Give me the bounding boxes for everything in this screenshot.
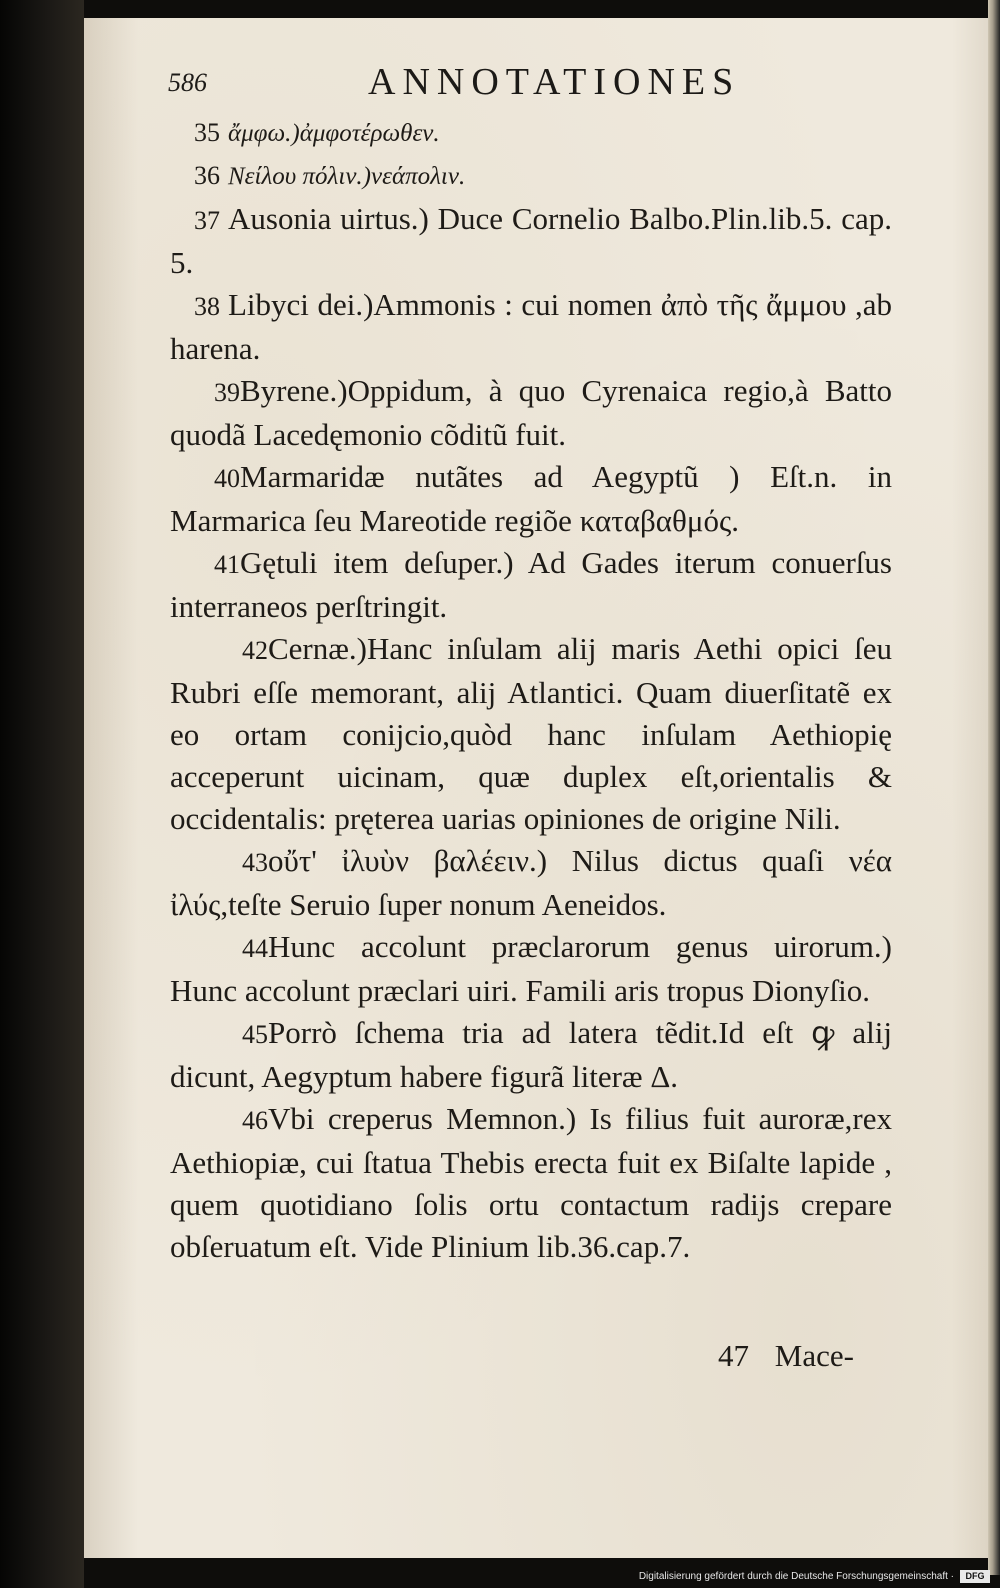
catchword: 47 Mace-: [718, 1338, 854, 1373]
page-number: 586: [168, 68, 207, 97]
annotation-number: 39: [214, 378, 240, 407]
annotation-number: 41: [214, 550, 240, 579]
annotation-number: 45: [242, 1020, 268, 1049]
annotation-text: Ausonia uirtus.) Duce Cornelio Balbo.Plin.lib.5. cap. 5.: [170, 201, 892, 280]
annotation-number: 44: [242, 934, 268, 963]
annotation-text: Marmaridæ nutãtes ad Aegyptũ ) Eſt.n. in Marmarica ſeu Mareotide regiõe καταβαθμός.: [170, 459, 892, 538]
annotation-entry: [170, 628, 892, 840]
annotation-number: 43: [242, 848, 268, 877]
annotation-number: 35: [194, 118, 220, 147]
annotation-text: Gętuli item deſuper.) Ad Gades iterum conuerſus interraneos perſtringit.: [170, 545, 892, 624]
annotation-entry: [170, 370, 892, 456]
digitization-credit: Digitalisierung gefördert durch die Deutsche Forschungsgemeinschaft ·: [638, 1571, 954, 1582]
annotation-text: Porrò ſchema tria ad latera tẽdit.Id eſt ꝙ alij dicunt, Aegyptum habere figurã literæ Δ.: [170, 1015, 892, 1094]
dfg-logo: DFG: [960, 1570, 990, 1583]
annotation-text: ἄμφω.)ἀμφοτέρωθεν.: [228, 120, 440, 147]
annotation-text: οὔτ' ἰλυὺν βαλέειν.) Nilus dictus quaſi νέα ἰλύς,teſte Seruio ſuper nonum Aeneidos.: [170, 843, 892, 922]
annotation-number: 37: [194, 206, 220, 235]
annotation-entry: [170, 840, 892, 926]
page-header: [168, 58, 888, 106]
annotation-entry: [170, 542, 892, 628]
annotation-text: Vbi creperus Memnon.) Is filius fuit auroræ,rex Aethiopiæ, cui ſtatua Thebis erecta fuit ex Biſalte lapide , quem quotidiano ſolis ortu contactum radijs crepare obſeruatum eſt. Vide Plinium lib.36.cap.7.: [170, 1101, 892, 1264]
running-title: ANNOTATIONES: [368, 61, 741, 103]
annotation-text-block: [170, 112, 892, 1268]
annotation-entry: [170, 926, 892, 1012]
annotation-entry: [170, 456, 892, 542]
annotation-text: Libyci dei.)Ammonis : cui nomen ἀπὸ τῆς ἄμμου ,ab harena.: [170, 287, 892, 366]
annotation-entry: [170, 1012, 892, 1098]
annotation-number: 42: [242, 636, 268, 665]
annotation-text: Hunc accolunt præclarorum genus uirorum.) Hunc accolunt præclari uiri. Famili aris tropus Dionyſio.: [170, 929, 892, 1008]
annotation-number: 40: [214, 464, 240, 493]
annotation-number: 46: [242, 1106, 268, 1135]
annotation-entry: [170, 112, 892, 155]
annotation-entry: [170, 1098, 892, 1268]
annotation-entry: [170, 155, 892, 198]
annotation-number: 38: [194, 292, 220, 321]
annotation-text: Νείλου πόλιν.)νεάπολιν.: [228, 163, 466, 190]
book-binding-edge: [0, 0, 84, 1588]
annotation-number: 36: [194, 161, 220, 190]
annotation-entry: [170, 284, 892, 370]
page-fore-edge: [988, 0, 1000, 1575]
annotation-text: Byrene.)Oppidum, à quo Cyrenaica regio,à Batto quodã Lacedęmonio cõditũ fuit.: [170, 373, 892, 452]
annotation-text: Cernæ.)Hanc inſulam alij maris Aethi opici ſeu Rubri eſſe memorant, alij Atlantici. Quam diuerſitatẽ ex eo ortam conijcio,quòd hanc inſulam Aethiopię acceperunt uicinam, quæ duplex eſt,orientalis & occidentalis: pręterea uarias opiniones de origine Nili.: [170, 631, 892, 836]
annotation-entry: [170, 198, 892, 284]
